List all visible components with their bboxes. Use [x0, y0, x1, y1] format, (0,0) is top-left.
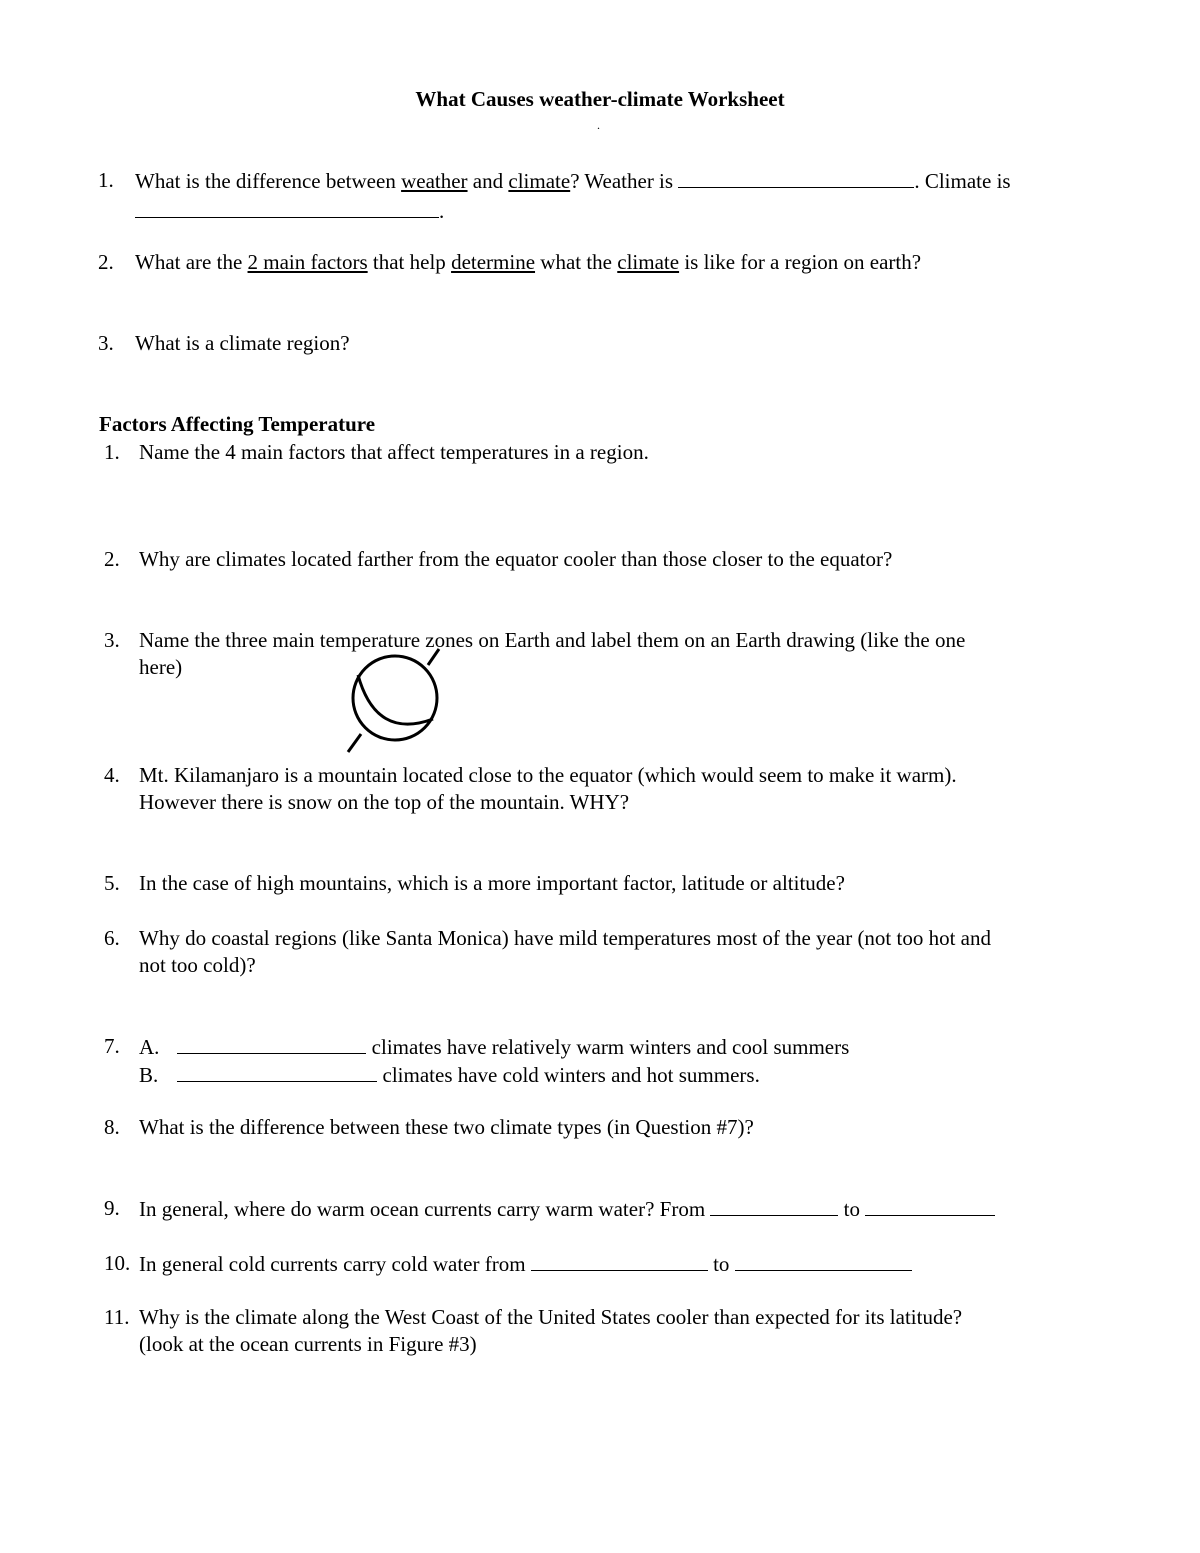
- question-2-number: 2.: [104, 547, 120, 571]
- cold-current-to-blank[interactable]: [735, 1250, 912, 1271]
- continental-climate-blank[interactable]: [177, 1061, 377, 1082]
- question-7-part-b: B. climates have cold winters and hot summers.: [139, 1063, 760, 1087]
- question-5: In the case of high mountains, which is a more important factor, latitude or altitude?: [139, 871, 845, 895]
- intro-question-1-number: 1.: [98, 168, 114, 192]
- warm-current-from-blank[interactable]: [710, 1195, 838, 1216]
- term-weather: weather: [401, 169, 468, 193]
- question-11-number: 11.: [104, 1305, 130, 1329]
- term-climate: climate: [508, 169, 571, 193]
- question-11-line-1: Why is the climate along the West Coast of the United States cooler than expected for its latitude?: [139, 1305, 963, 1329]
- question-4-number: 4.: [104, 763, 120, 787]
- question-8: What is the difference between these two climate types (in Question #7)?: [139, 1115, 754, 1139]
- question-9-number: 9.: [104, 1196, 120, 1220]
- climate-answer-blank[interactable]: [135, 197, 439, 218]
- question-4-line-1: Mt. Kilamanjaro is a mountain located close to the equator (which would seem to make it warm).: [139, 763, 957, 787]
- intro-question-3: What is a climate region?: [135, 331, 350, 355]
- term-climate-2: climate: [617, 250, 680, 274]
- question-7-number: 7.: [104, 1034, 120, 1058]
- question-5-number: 5.: [104, 871, 120, 895]
- intro-question-2: What are the 2 main factors that help determine what the climate is like for a region on earth?: [135, 250, 922, 274]
- question-3-line-2: here): [139, 655, 183, 679]
- intro-question-2-number: 2.: [98, 250, 114, 274]
- question-10: In general cold currents carry cold water from to: [139, 1250, 912, 1278]
- question-4-line-2: However there is snow on the top of the mountain. WHY?: [139, 790, 630, 814]
- cold-current-from-blank[interactable]: [531, 1250, 708, 1271]
- question-11-line-2: (look at the ocean currents in Figure #3): [139, 1332, 477, 1356]
- intro-question-1-line-2: .: [135, 197, 444, 225]
- question-10-number: 10.: [104, 1251, 131, 1275]
- question-3-number: 3.: [104, 628, 120, 652]
- intro-question-3-number: 3.: [98, 331, 114, 355]
- question-3-line-1: Name the three main temperature zones on Earth and label them on an Earth drawing (like the one: [139, 628, 966, 652]
- question-1-number: 1.: [104, 440, 120, 464]
- warm-current-to-blank[interactable]: [865, 1195, 995, 1216]
- intro-question-1: What is the difference between weather and climate? Weather is . Climate is: [135, 169, 1011, 193]
- question-6-number: 6.: [104, 926, 120, 950]
- earth-globe-with-axis-icon: [340, 645, 450, 760]
- maritime-climate-blank[interactable]: [177, 1033, 366, 1054]
- worksheet-title: What Causes weather-climate Worksheet: [415, 87, 785, 111]
- question-9: In general, where do warm ocean currents carry warm water? From to: [139, 1195, 995, 1223]
- term-main-factors: 2 main factors: [247, 250, 368, 274]
- question-8-number: 8.: [104, 1115, 120, 1139]
- weather-answer-blank[interactable]: [678, 167, 914, 188]
- term-determine: determine: [451, 250, 536, 274]
- question-1: Name the 4 main factors that affect temperatures in a region.: [139, 440, 649, 464]
- stray-mark: .: [597, 118, 600, 132]
- question-7-part-a: A. climates have relatively warm winters and cool summers: [139, 1035, 850, 1059]
- question-6-line-1: Why do coastal regions (like Santa Monica) have mild temperatures most of the year (not too hot and: [139, 926, 992, 950]
- question-2: Why are climates located farther from the equator cooler than those closer to the equator?: [139, 547, 893, 571]
- question-6-line-2: not too cold)?: [139, 953, 256, 977]
- section-heading: Factors Affecting Temperature: [99, 412, 376, 436]
